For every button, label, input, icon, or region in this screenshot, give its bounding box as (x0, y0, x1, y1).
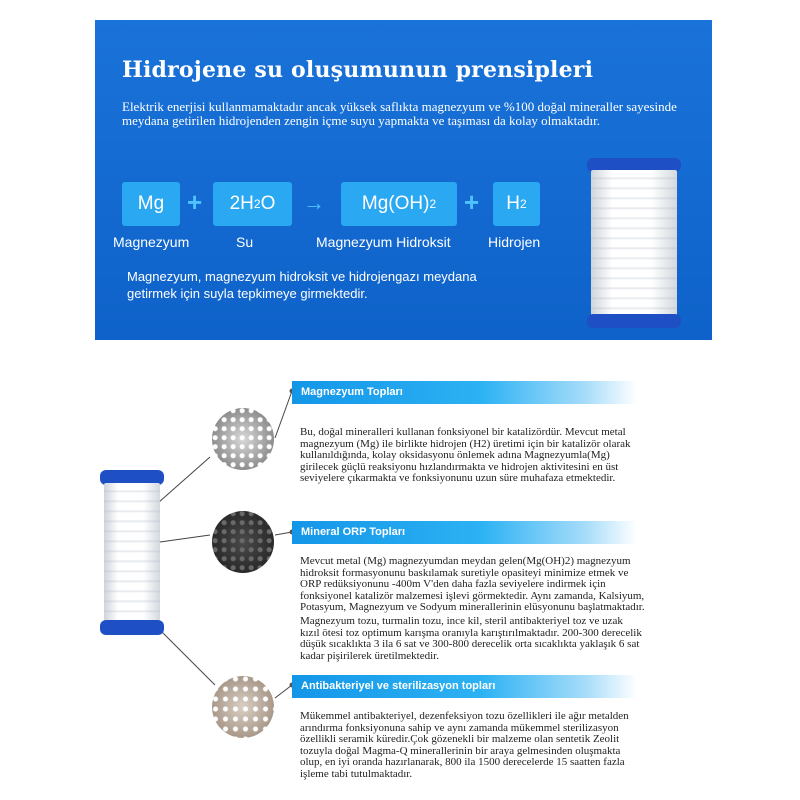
section-text-magnesium: Bu, doğal mineralleri kullanan fonksiyonel bir katalizördür. Mevcut metal magnezyum (Mg) ile birlikte hidrojen (H2) üretimi için bir katalizör olarak kullanıldığında, kolay oksidasyonu önlemek adına Magnezyumla(Mg) girilecek güçlü reaksiyonu hızlandırmakta ve hidrojen aktivitesini en üst seviyelere çıkarmakta ve fonksiyonunu uzun süre muhafaza etmektedir. (300, 426, 631, 484)
chip-magnesium-text: Mg (137, 193, 165, 214)
filter-cartridge-icon (587, 158, 681, 328)
plus-icon: + (187, 187, 203, 217)
chip-hydrogen-subscript: 2 (520, 197, 527, 211)
chip-hydroxide-subscript: 2 (429, 197, 437, 211)
section-title-mineral-orp: Mineral ORP Topları (292, 521, 637, 544)
chip-magnesium-hydroxide (341, 182, 457, 226)
chip-hydrogen-text: H (506, 193, 521, 214)
section-text-mineral-orp-2: Magnezyum tozu, turmalin tozu, ince kil, steril antibakteriyel toz ve uzak kızıl ötesi toz optimum karışma oranıyla karıştırılmaktadır. 200-300 derecelik düşük sıcaklıkta 3 ila 6 sat ve 300-800 derecelik orta sıcaklıkta yaklaşık 6 sat kadar pişirilerek üretilmektedir. (300, 615, 642, 662)
reaction-note: Magnezyum, magnezyum hidroksit ve hidrojengazı meydana getirmek için suyla tepkimeye girmektedir. (127, 269, 477, 301)
chip-water-text: 2H (229, 193, 254, 214)
antibacterial-balls-icon (212, 676, 274, 738)
label-hydrogen: Hidrojen (488, 234, 541, 250)
chip-hydrogen (493, 182, 540, 226)
filter-cartridge-icon (100, 470, 164, 635)
chip-water-tail: O (260, 193, 276, 214)
plus-icon: + (464, 187, 480, 217)
arrow-right-icon: → (303, 190, 325, 215)
chip-hydroxide-text: Mg(OH) (361, 193, 430, 214)
section-text-mineral-orp-1: Mevcut metal (Mg) magnezyumdan meydan gelen(Mg(OH)2) magnezyum hidroksit formasyonunu baskılamak suretiyle opasiteyi minimize etmek ve ORP redüksiyonunu -400m V'den daha fazla seviyelere indirmek için fonksiyonel katalizör malzemesi işlevi görmektedir. Aynı zamanda, Kalsiyum, Potasyum, Magnezyum ve Sodyum minerallerinin elüsyonunu başlatmaktadır. (300, 555, 645, 613)
chip-magnesium (122, 182, 180, 226)
label-magnesium: Magnezyum (113, 234, 190, 250)
magnesium-balls-icon (212, 408, 274, 470)
banner-description: Elektrik enerjisi kullanmamaktadır ancak yüksek saflıkta magnezyum ve %100 doğal mineraller sayesinde meydana getirilen hidrojenden zengin içme suyu yapmakta ve taşıması da kolay olmaktadır. (122, 99, 677, 128)
chip-water-subscript: 2 (253, 197, 261, 211)
hydrogen-principle-banner (95, 20, 712, 340)
section-title-antibacterial: Antibakteriyel ve sterilizasyon topları (292, 675, 637, 698)
banner-title: Hidrojene su oluşumunun prensipleri (122, 57, 594, 83)
chip-water (213, 182, 292, 226)
mineral-orp-balls-icon (212, 511, 274, 573)
label-magnesium-hydroxide: Magnezyum Hidroksit (316, 234, 451, 250)
label-water: Su (236, 234, 254, 250)
section-text-antibacterial: Mükemmel antibakteriyel, dezenfeksiyon tozu özellikleri ile ağır metalden arındırma fonksiyonuna sahip ve aynı zamanda mükemmel sterilizasyon özellikli seramik küredir.Çok gözenekli bir malzeme olan sentetik Zeolit tozuyla doğal Magma-Q minerallerinin bir araya gelmesinden oluşmakta olup, en iyi oranda hazırlanarak, 800 ila 1500 derecelerde 15 saatten fazla işleme tabi tutulmaktadır. (300, 710, 629, 780)
section-title-magnesium: Magnezyum Topları (292, 381, 637, 404)
